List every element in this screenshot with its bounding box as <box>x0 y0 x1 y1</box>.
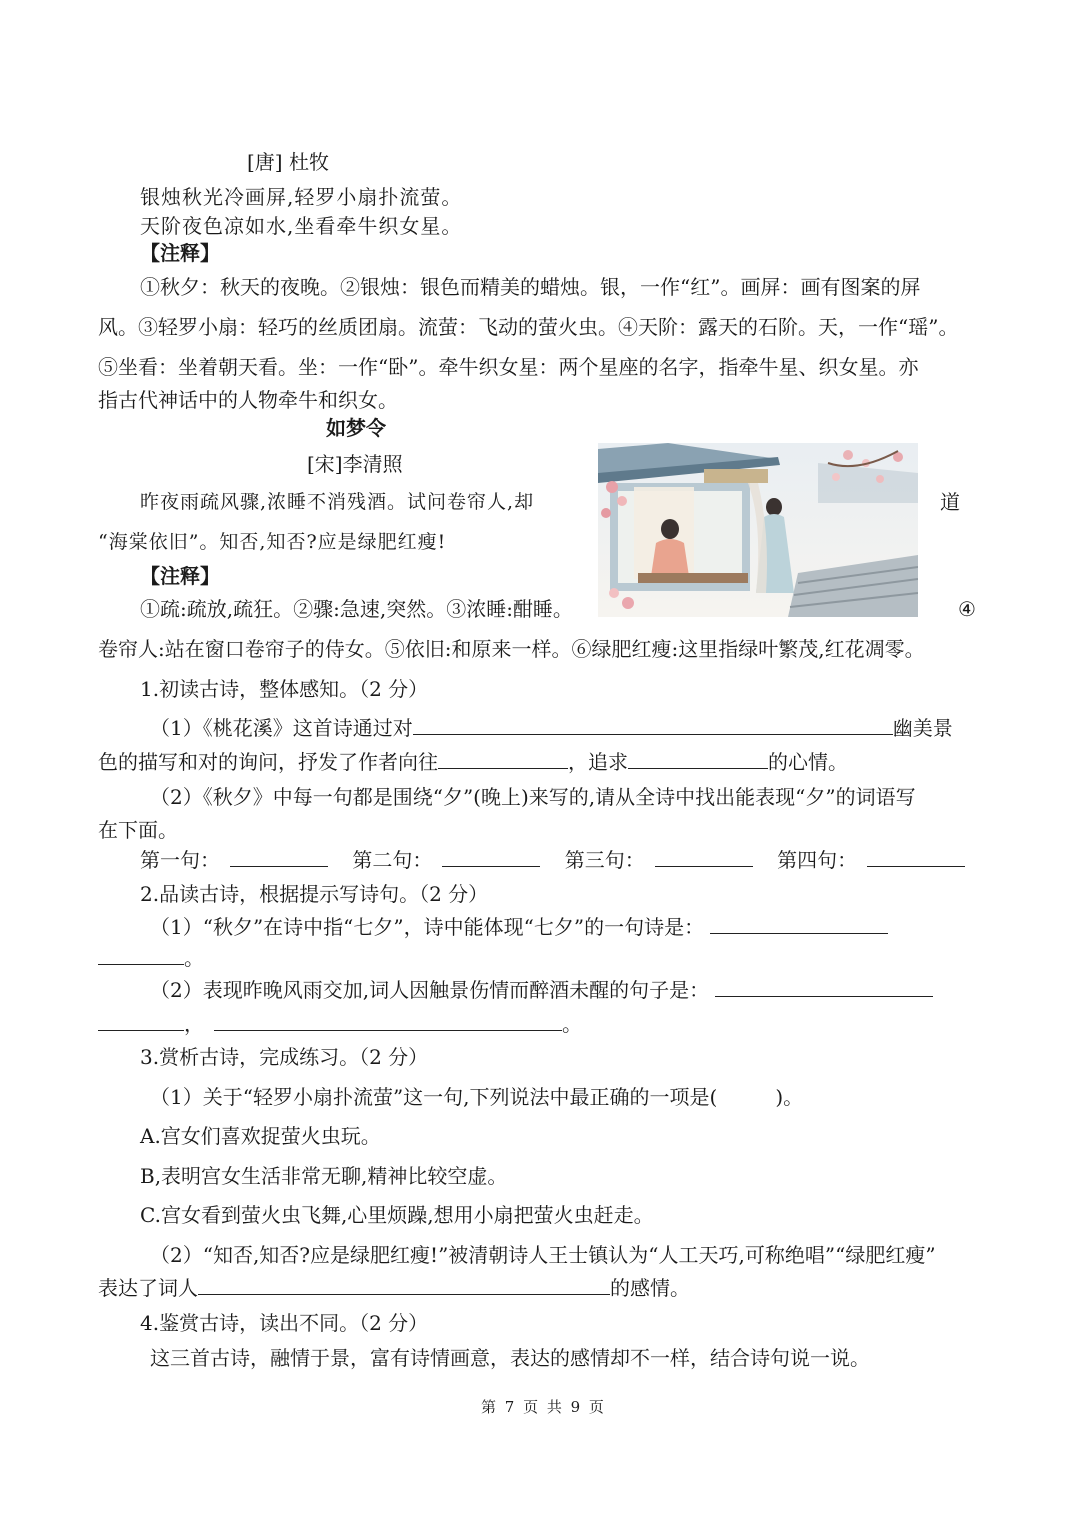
sentence-label: 第四句： <box>777 848 858 872</box>
question-2-2 <box>150 978 933 1002</box>
question-1-2-cont: 在下面。 <box>98 818 178 842</box>
option-a: A.宫女们喜欢捉萤火虫玩。 <box>140 1124 381 1148</box>
question-text: （2）表现昨晚风雨交加,词人因触景伤情而醉酒未醒的句子是： <box>150 978 710 1002</box>
answer-blank[interactable] <box>715 978 933 997</box>
answer-blank[interactable] <box>98 946 184 965</box>
poem3-line-1: 昨夜雨疏风骤,浓睡不消残酒。试问卷帘人,却 <box>140 491 535 513</box>
poem3-note-line: ①疏:疏放,疏狂。②骤:急速,突然。③浓睡:酣睡。 <box>140 597 573 621</box>
poem2-note-line: 指古代神话中的人物牵牛和织女。 <box>98 388 398 412</box>
answer-blank[interactable] <box>413 716 893 735</box>
question-1-1-cont <box>98 750 848 774</box>
question-text: 幽美景 <box>892 716 953 740</box>
question-3-2-cont <box>98 1276 690 1300</box>
answer-blank[interactable] <box>442 848 540 867</box>
question-text: )。 <box>775 1085 804 1109</box>
question-text: 色的描写和对的询问，抒发了作者向往 <box>98 750 438 774</box>
poem3-title: 如梦令 <box>326 416 386 440</box>
question-3-2: （2）“知否,知否?应是绿肥红瘦!”被清朝诗人王士镇认为“人工天巧,可称绝唱”“绿肥红瘦” <box>150 1243 936 1267</box>
sentence-label: 第一句： <box>140 848 220 872</box>
answer-blank[interactable] <box>438 750 568 769</box>
punctuation: 。 <box>562 1012 582 1036</box>
question-text: 表达了词人 <box>98 1276 198 1300</box>
question-text: ，追求 <box>568 750 628 774</box>
question-4-title: 4.鉴赏古诗，读出不同。（2 分） <box>140 1311 429 1335</box>
poem2-line-1: 银烛秋光冷画屏,轻罗小扇扑流萤。 <box>140 185 463 209</box>
poem2-author: [唐] 杜牧 <box>247 150 329 174</box>
question-2-2-cont <box>98 1012 582 1036</box>
answer-blank[interactable] <box>214 1012 562 1031</box>
sentence-label: 第二句： <box>352 848 433 872</box>
sentence-answers <box>140 848 965 872</box>
poem2-note-line: ①秋夕：秋天的夜晚。②银烛：银色而精美的蜡烛。银，一作“红”。画屏：画有图案的屏 <box>140 275 921 299</box>
sentence-label: 第三句： <box>564 848 645 872</box>
answer-blank[interactable] <box>710 915 888 934</box>
answer-blank[interactable] <box>628 750 768 769</box>
poem3-notes-heading: 【注释】 <box>140 564 220 588</box>
answer-blank[interactable] <box>655 848 753 867</box>
poem3-note-marker: ④ <box>958 597 976 621</box>
poem2-note-line: 风。③轻罗小扇：轻巧的丝质团扇。流萤：飞动的萤火虫。④天阶：露天的石阶。天，一作“瑶”。 <box>98 315 959 339</box>
poem3-line-2: “海棠依旧”。知否,知否?应是绿肥红瘦! <box>98 531 447 553</box>
page-number: 第 7 页 共 9 页 <box>481 1398 606 1416</box>
question-2-1-cont <box>98 946 204 970</box>
question-2-1 <box>150 915 888 939</box>
question-2-title: 2.品读古诗，根据提示写诗句。（2 分） <box>140 882 489 906</box>
answer-blank[interactable] <box>867 848 965 867</box>
answer-blank[interactable] <box>230 848 328 867</box>
option-b: B,表明宫女生活非常无聊,精神比较空虚。 <box>140 1164 508 1188</box>
question-3-1 <box>150 1085 803 1109</box>
question-text: 的心情。 <box>768 750 848 774</box>
question-text: （1）“秋夕”在诗中指“七夕”，诗中能体现“七夕”的一句诗是： <box>150 915 705 939</box>
poem2-notes-heading: 【注释】 <box>140 241 220 265</box>
answer-blank[interactable] <box>98 1012 184 1031</box>
answer-blank[interactable] <box>198 1276 610 1295</box>
question-1-title: 1.初读古诗，整体感知。（2 分） <box>140 677 429 701</box>
poem3-author: [宋]李清照 <box>307 452 403 476</box>
question-4-text: 这三首古诗，融情于景，富有诗情画意，表达的感情却不一样，结合诗句说一说。 <box>150 1346 870 1370</box>
question-3-title: 3.赏析古诗，完成练习。（2 分） <box>140 1045 429 1069</box>
punctuation: ， <box>184 1012 204 1036</box>
poem2-note-line: ⑤坐看：坐着朝天看。坐：一作“卧”。牵牛织女星：两个星座的名字，指牵牛星、织女星。亦 <box>98 355 919 379</box>
question-text: 的感情。 <box>610 1276 690 1300</box>
poem3-note-line: 卷帘人:站在窗口卷帘子的侍女。⑤依旧:和原来一样。⑥绿肥红瘦:这里指绿叶繁茂,红花凋零。 <box>98 637 925 661</box>
punctuation: 。 <box>184 946 204 970</box>
question-1-2: （2）《秋夕》中每一句都是围绕“夕”(晚上)来写的,请从全诗中找出能表现“夕”的词语写 <box>150 785 916 809</box>
poem2-line-2: 天阶夜色凉如水,坐看牵牛织女星。 <box>140 214 463 238</box>
option-c: C.宫女看到萤火虫飞舞,心里烦躁,想用小扇把萤火虫赶走。 <box>140 1203 654 1227</box>
poem3-line-1-end: 道 <box>940 490 961 514</box>
question-text: （1）《桃花溪》这首诗通过对 <box>150 716 413 740</box>
illustration-image <box>598 443 918 617</box>
question-1-1 <box>150 716 953 740</box>
question-text: （1）关于“轻罗小扇扑流萤”这一句,下列说法中最正确的一项是( <box>150 1085 718 1109</box>
